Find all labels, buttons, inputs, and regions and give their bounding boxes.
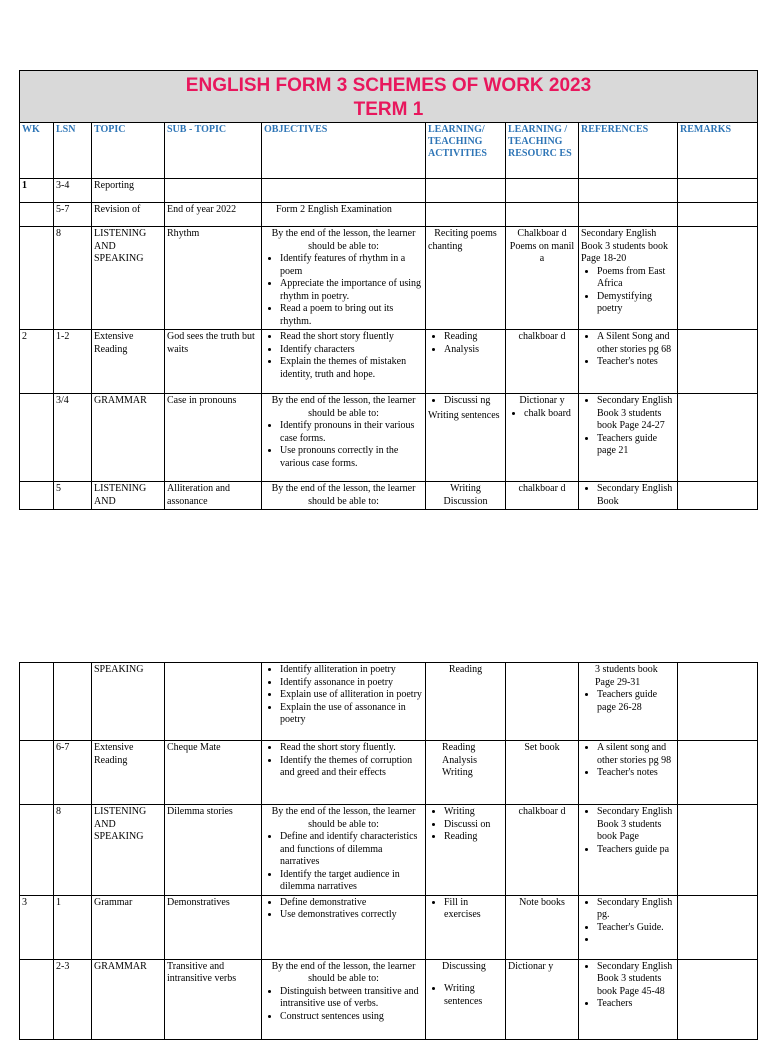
objectives-intro: By the end of the lesson, the learner should be able to: (271, 806, 416, 830)
topic-cell: GRAMMAR (92, 394, 165, 482)
reference-item: • A Silent Song and other stories pg 68 (597, 331, 675, 356)
topic-cell: LISTENING AND SPEAKING (92, 227, 165, 330)
objective-item: • Read a poem to bring out its rhythm. (280, 303, 423, 328)
subtopic-cell: Rhythm (165, 227, 262, 330)
objective-item: • Distinguish between transitive and intransitive use of verbs. (280, 986, 423, 1011)
objectives-cell (262, 959, 426, 1039)
lesson-cell: 1 (54, 895, 92, 959)
header-wk: WK (20, 123, 54, 179)
objective-item: • Explain use of alliteration in poetry (280, 689, 423, 702)
objectives-cell (262, 330, 426, 394)
resources-cell (506, 179, 579, 203)
activity-item: • Reading (444, 831, 503, 844)
reference-text: 3 students book Page 29-31 (595, 664, 658, 688)
reference-item: • Secondary English Book (597, 483, 675, 508)
table-row (20, 203, 758, 227)
references-cell (579, 203, 678, 227)
objectives-cell (262, 741, 426, 805)
remarks-cell (678, 741, 758, 805)
reference-item: • Secondary English pg. (597, 897, 675, 922)
table-row (20, 482, 758, 510)
week-cell (20, 741, 54, 805)
activity-item: • Writing sentences (444, 983, 503, 1008)
activities-cell (426, 394, 506, 482)
activities-cell (426, 227, 506, 330)
activity-text: Analysis (442, 754, 477, 766)
objective-item: • Read the short story fluently. (280, 742, 423, 755)
reference-item: • Teachers guide page 26-28 (597, 689, 675, 714)
activity-item: • Writing (444, 806, 503, 819)
header-remarks: REMARKS (678, 123, 758, 179)
resources-cell (506, 227, 579, 330)
activity-text: Discussion (443, 495, 488, 507)
topic-cell: GRAMMAR (92, 959, 165, 1039)
objectives-intro: By the end of the lesson, the learner should be able to: (271, 960, 416, 984)
topic-cell: Revision of (92, 203, 165, 227)
objectives-cell (262, 895, 426, 959)
resource-text: Dictionar y (519, 395, 565, 406)
remarks-cell (678, 330, 758, 394)
remarks-cell (678, 482, 758, 510)
lesson-cell (54, 663, 92, 741)
subtopic-cell (165, 663, 262, 741)
objective-item: • Explain the use of assonance in poetry (280, 702, 423, 727)
remarks-cell (678, 394, 758, 482)
lesson-cell: 2-3 (54, 959, 92, 1039)
subtopic-cell: Alliteration and assonance (165, 482, 262, 510)
lesson-cell: 8 (54, 227, 92, 330)
remarks-cell (678, 179, 758, 203)
activities-cell (426, 959, 506, 1039)
objective-item: • Identify features of rhythm in a poem (280, 253, 423, 278)
reference-item: • Teacher's Guide. (597, 922, 675, 935)
document-title: ENGLISH FORM 3 SCHEMES OF WORK 2023 (185, 75, 592, 96)
week-cell (20, 203, 54, 227)
activity-item: • Reading (444, 331, 503, 344)
topic-cell: Grammar (92, 895, 165, 959)
week-cell (20, 394, 54, 482)
objective-item: • Construct sentences using (280, 1011, 423, 1024)
activities-cell (426, 330, 506, 394)
objective-item: • Identify assonance in poetry (280, 677, 423, 690)
resources-cell: chalkboar d (506, 805, 579, 896)
table-row (20, 805, 758, 896)
topic-cell: Reporting (92, 179, 165, 203)
activity-item: • Discussi ng (444, 395, 503, 408)
reference-item: • A silent song and other stories pg 98 (597, 742, 675, 767)
reference-text: Secondary English Book 3 students book Page 18-20 (581, 228, 668, 264)
resources-cell: chalkboar d (506, 482, 579, 510)
remarks-cell (678, 203, 758, 227)
activity-item: • Discussi on (444, 819, 503, 832)
activities-cell (426, 482, 506, 510)
reference-item: • Teachers (597, 998, 675, 1011)
header-activities: LEARNING/ TEACHING ACTIVITIES (426, 123, 506, 179)
activity-text: Writing (442, 767, 473, 778)
objective-item: • Identify alliteration in poetry (280, 664, 423, 677)
resource-text: Chalkboar d (517, 228, 567, 239)
subtopic-cell: Demonstratives (165, 895, 262, 959)
objective-item: • Use demonstratives correctly (280, 909, 423, 922)
week-cell: 3 (20, 895, 54, 959)
objective-item: • Identify pronouns in their various case forms. (280, 420, 423, 445)
activity-text: Writing sentences (428, 409, 500, 421)
activity-text: Discussing (442, 960, 486, 972)
week-cell: 1 (20, 179, 54, 203)
reference-item: • Teachers guide page 21 (597, 433, 675, 458)
week-cell (20, 663, 54, 741)
resources-cell: Note books (506, 895, 579, 959)
activities-cell (426, 895, 506, 959)
reference-item: • Demystifying poetry (597, 291, 675, 316)
objectives-cell (262, 394, 426, 482)
lesson-cell: 5-7 (54, 203, 92, 227)
activity-text: Writing (450, 483, 481, 494)
week-cell (20, 959, 54, 1039)
table-row (20, 959, 758, 1039)
lesson-cell: 5 (54, 482, 92, 510)
page-1-table (19, 70, 757, 510)
references-cell (579, 959, 678, 1039)
week-cell (20, 805, 54, 896)
references-cell (579, 179, 678, 203)
resources-cell: Set book (506, 741, 579, 805)
lesson-cell: 8 (54, 805, 92, 896)
header-row (20, 123, 758, 179)
header-lsn: LSN (54, 123, 92, 179)
table-row (20, 741, 758, 805)
reference-item: • Secondary English Book 3 students book Page 24-27 (597, 395, 675, 433)
activities-cell: Reading (426, 663, 506, 741)
topic-cell: LISTENING AND SPEAKING (92, 805, 165, 896)
page-2-table (19, 662, 757, 1040)
title-banner (20, 71, 758, 123)
topic-cell: LISTENING AND (92, 482, 165, 510)
topic-cell: Extensive Reading (92, 330, 165, 394)
subtopic-cell: End of year 2022 (165, 203, 262, 227)
lesson-cell: 3/4 (54, 394, 92, 482)
activities-cell (426, 805, 506, 896)
lesson-cell: 3-4 (54, 179, 92, 203)
term-title: TERM 1 (353, 99, 424, 120)
remarks-cell (678, 663, 758, 741)
activity-item: • Fill in exercises (444, 897, 503, 922)
table-row (20, 394, 758, 482)
objective-item: • Use pronouns correctly in the various case forms. (280, 445, 423, 470)
objectives-cell (262, 227, 426, 330)
header-resources: LEARNING / TEACHING RESOURC ES (506, 123, 579, 179)
objectives-cell: By the end of the lesson, the learner should be able to: (262, 482, 426, 510)
topic-cell: SPEAKING (92, 663, 165, 741)
objective-item: • Appreciate the importance of using rhythm in poetry. (280, 278, 423, 303)
objectives-cell (262, 179, 426, 203)
reference-item: • Teacher's notes (597, 767, 675, 780)
subtopic-cell: God sees the truth but waits (165, 330, 262, 394)
remarks-cell (678, 959, 758, 1039)
references-cell (579, 805, 678, 896)
subtopic-cell: Dilemma stories (165, 805, 262, 896)
objective-item: • Identify the target audience in dilemma narratives (280, 869, 423, 894)
lesson-cell: 1-2 (54, 330, 92, 394)
reference-item (597, 934, 675, 947)
activity-text: chanting (428, 240, 463, 252)
objective-item: • Identify characters (280, 344, 423, 357)
reference-item: • Secondary English Book 3 students book Page (597, 806, 675, 844)
header-references: REFERENCES (579, 123, 678, 179)
objective-item: • Define demonstrative (280, 897, 423, 910)
week-cell (20, 227, 54, 330)
activities-cell (426, 741, 506, 805)
table-row (20, 663, 758, 741)
remarks-cell (678, 227, 758, 330)
subtopic-cell: Case in pronouns (165, 394, 262, 482)
week-cell (20, 482, 54, 510)
objective-item: • Explain the themes of mistaken identity, truth and hope. (280, 356, 423, 381)
resource-item: • chalk board (524, 408, 576, 421)
table-row (20, 179, 758, 203)
references-cell (579, 330, 678, 394)
week-cell: 2 (20, 330, 54, 394)
header-topic: TOPIC (92, 123, 165, 179)
references-cell (579, 741, 678, 805)
references-cell (579, 394, 678, 482)
objectives-cell: Form 2 English Examination (262, 203, 426, 227)
resources-cell (506, 330, 579, 394)
references-cell (579, 482, 678, 510)
reference-item: • Teachers guide pa (597, 844, 675, 857)
subtopic-cell: Cheque Mate (165, 741, 262, 805)
activity-item: • Analysis (444, 344, 503, 357)
table-row (20, 895, 758, 959)
objective-item: • Define and identify characteristics and functions of dilemma narratives (280, 831, 423, 869)
references-cell (579, 227, 678, 330)
subtopic-cell: Transitive and intransitive verbs (165, 959, 262, 1039)
activity-text: Reciting poems (434, 228, 497, 239)
table-row (20, 227, 758, 330)
references-cell (579, 895, 678, 959)
table-row (20, 330, 758, 394)
resources-cell: Dictionar y (506, 959, 579, 1039)
reference-item: • Poems from East Africa (597, 266, 675, 291)
objectives-intro: By the end of the lesson, the learner should be able to: (271, 395, 416, 419)
objectives-intro: By the end of the lesson, the learner should be able to: (271, 228, 416, 252)
lesson-cell: 6-7 (54, 741, 92, 805)
resource-text: chalkboar d (518, 331, 566, 342)
activities-cell (426, 179, 506, 203)
references-cell (579, 663, 678, 741)
topic-cell: Extensive Reading (92, 741, 165, 805)
resources-cell (506, 394, 579, 482)
activities-cell (426, 203, 506, 227)
resources-cell (506, 663, 579, 741)
objective-item: • Identify the themes of corruption and greed and their effects (280, 755, 423, 780)
objectives-cell (262, 663, 426, 741)
subtopic-cell (165, 179, 262, 203)
reference-item: • Teacher's notes (597, 356, 675, 369)
header-objectives: OBJECTIVES (262, 123, 426, 179)
activity-text: Reading (442, 742, 476, 753)
objective-item: • Read the short story fluently (280, 331, 423, 344)
resources-cell (506, 203, 579, 227)
reference-item: • Secondary English Book 3 students book Page 45-48 (597, 961, 675, 999)
remarks-cell (678, 805, 758, 896)
objectives-cell (262, 805, 426, 896)
remarks-cell (678, 895, 758, 959)
resource-text: Poems on manil a (509, 240, 575, 264)
header-subtopic: SUB - TOPIC (165, 123, 262, 179)
